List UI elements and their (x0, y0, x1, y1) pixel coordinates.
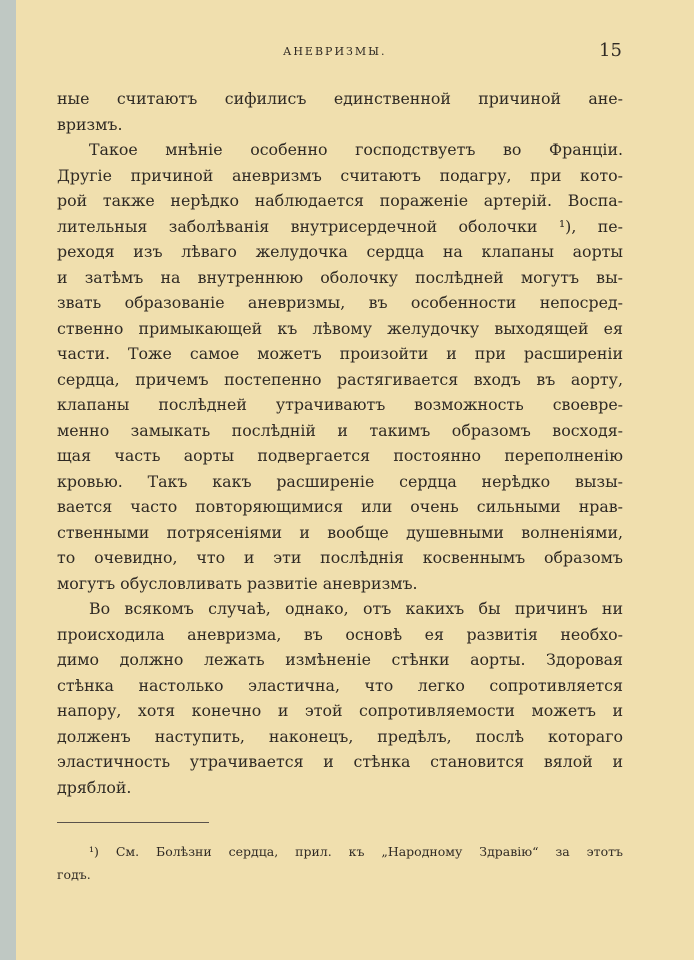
footnote-divider (57, 822, 209, 823)
text-line: ственно примыкающей къ лѣвому желудочку выходящей ея (57, 318, 623, 338)
footnote-line: ¹) См. Болѣзни сердца, прил. къ „Народному Здравію“ за этотъ (89, 844, 623, 859)
text-line: напору, хотя конечно и этой сопротивляемости можетъ и (57, 701, 623, 720)
body-text (57, 86, 623, 800)
text-line: части. Тоже самое можетъ произойти и при расширеніи (57, 344, 623, 363)
text-line: могутъ обусловливать развитіе аневризмъ. (57, 573, 418, 593)
text-line: вается часто повторяющимися или очень сильными нрав- (57, 497, 623, 516)
text-line: рой также нерѣдко наблюдается пораженіе артерій. Воспа- (57, 191, 623, 210)
text-line: Во всякомъ случаѣ, однако, отъ какихъ бы причинъ ни (89, 599, 623, 618)
text-line: то очевидно, что и эти послѣднія косвеннымъ образомъ (57, 548, 623, 567)
page-number: 15 (599, 40, 622, 61)
text-line: вризмъ. (57, 114, 123, 134)
text-line: происходила аневризма, въ основѣ ея развитія необхо- (57, 624, 623, 644)
text-line: димо должно лежать измѣненіе стѣнки аорты. Здоровая (57, 650, 623, 669)
text-line: дряблой. (57, 777, 132, 797)
scan-edge (0, 0, 16, 960)
text-line: сердца, причемъ постепенно растягивается входъ въ аорту, (57, 369, 623, 389)
text-line: реходя изъ лѣваго желудочка сердца на клапаны аорты (57, 242, 623, 261)
text-line: Другіе причиной аневризмъ считаютъ подагру, при кото- (57, 165, 623, 185)
text-line: ные считаютъ сифилисъ единственной причиной ане- (57, 89, 623, 108)
footnote (57, 840, 623, 886)
text-line: щая часть аорты подвергается постоянно переполненію (57, 446, 623, 465)
text-line: Такое мнѣніе особенно господствуетъ во Франціи. (89, 140, 623, 159)
text-line: лительныя заболѣванія внутрисердечной оболочки ¹), пе- (57, 216, 623, 236)
text-line: ственными потрясеніями и вообще душевными волненіями, (57, 522, 623, 542)
text-line: звать образованіе аневризмы, въ особенности непосред- (57, 293, 623, 312)
running-header: АНЕВРИЗМЫ. (283, 45, 387, 58)
text-line: кровью. Такъ какъ расширеніе сердца нерѣдко вызы- (57, 471, 623, 491)
text-line: и затѣмъ на внутреннюю оболочку послѣдней могутъ вы- (57, 267, 623, 287)
text-line: эластичность утрачивается и стѣнка становится вялой и (57, 752, 623, 771)
text-line: долженъ наступить, наконецъ, предѣлъ, послѣ котораго (57, 726, 623, 746)
text-line: клапаны послѣдней утрачиваютъ возможность своевре- (57, 395, 623, 414)
text-line: менно замыкать послѣдній и такимъ образомъ восходя- (57, 420, 623, 440)
footnote-line: годъ. (57, 867, 91, 882)
text-line: стѣнка настолько эластична, что легко сопротивляется (57, 675, 623, 695)
